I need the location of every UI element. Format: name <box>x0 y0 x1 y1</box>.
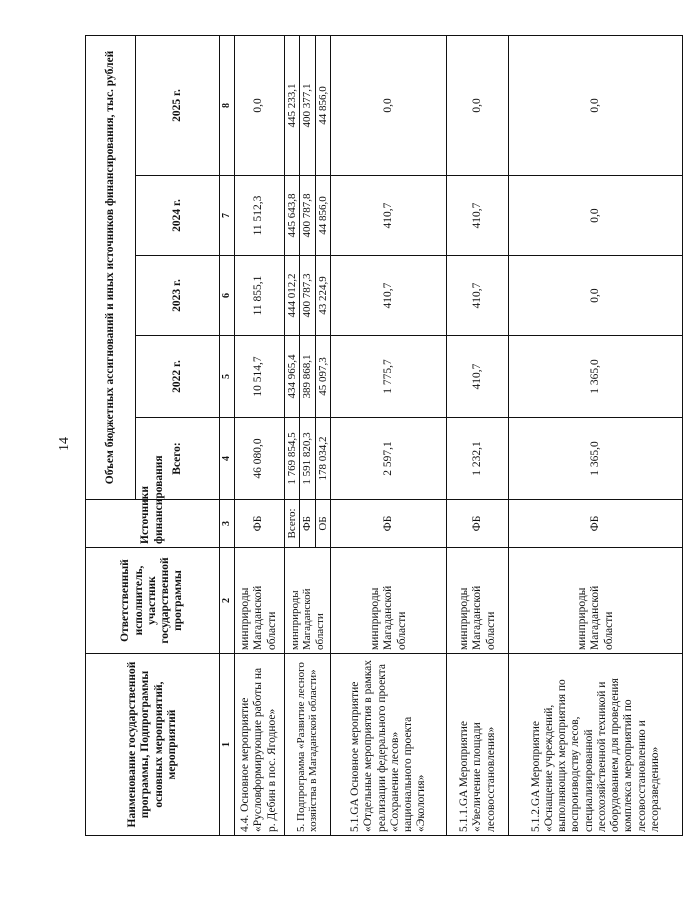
header-name: Наименование государственной программы, Подпрограммы основных мероприятий, мероприятий <box>86 654 220 836</box>
row-responsible: минприроды Магаданской области <box>331 548 447 654</box>
row-total: 1 232,1 <box>447 418 509 500</box>
index-cell: 4 <box>220 418 235 500</box>
header-total: Всего: <box>136 418 220 500</box>
row-name: 4.4. Основное мероприятие «Русловформирующие работы на р. Дебин в пос. Ягодное» <box>234 654 284 836</box>
header-source: Источники финансирования <box>86 500 220 548</box>
index-row <box>220 35 235 835</box>
row-name: 5.1.2.GA Мероприятие «Оснащение учреждений, выполняющих мероприятия по воспроизводству лесов, специализированной лесохозяйственной техникой и оборудованием для проведения комплекса мероприятий по лесовосстановлению и лесоразведению» <box>509 654 683 836</box>
row-2025: 0,0 <box>509 35 683 175</box>
row-2023: 43 224,9 <box>315 256 331 336</box>
table-row <box>331 35 447 835</box>
index-cell: 5 <box>220 336 235 418</box>
row-total: 1 591 820,3 <box>300 418 316 500</box>
row-source: Всего: <box>284 500 300 548</box>
row-total: 1 769 854,5 <box>284 418 300 500</box>
row-2024: 11 512,3 <box>234 176 284 256</box>
row-responsible: минприроды Магаданской области <box>509 548 683 654</box>
row-total: 46 080,0 <box>234 418 284 500</box>
row-2023: 0,0 <box>509 256 683 336</box>
row-source: ФБ <box>300 500 316 548</box>
row-source: ФБ <box>447 500 509 548</box>
row-2022: 410,7 <box>447 336 509 418</box>
row-name: 5. Подпрограмма «Развитие лесного хозяйства в Магаданской области» <box>284 654 331 836</box>
row-responsible: минприроды Магаданской области <box>234 548 284 654</box>
row-2025: 0,0 <box>234 35 284 175</box>
row-2023: 400 787,3 <box>300 256 316 336</box>
row-2022: 389 868,1 <box>300 336 316 418</box>
row-2025: 400 377,1 <box>300 35 316 175</box>
index-cell: 8 <box>220 35 235 175</box>
header-2023: 2023 г. <box>136 256 220 336</box>
row-2025: 44 856,0 <box>315 35 331 175</box>
index-cell: 2 <box>220 548 235 654</box>
row-2025: 0,0 <box>447 35 509 175</box>
rotated-table-frame <box>85 36 661 836</box>
table-row <box>234 35 284 835</box>
table-row <box>509 35 683 835</box>
row-2022: 45 097,3 <box>315 336 331 418</box>
row-total: 2 597,1 <box>331 418 447 500</box>
index-cell: 6 <box>220 256 235 336</box>
header-2024: 2024 г. <box>136 176 220 256</box>
row-2025: 0,0 <box>331 35 447 175</box>
row-2024: 410,7 <box>447 176 509 256</box>
row-total: 178 034,2 <box>315 418 331 500</box>
row-2024: 400 787,8 <box>300 176 316 256</box>
index-cell: 7 <box>220 176 235 256</box>
header-responsible: Ответственный исполнитель, участник государственной программы <box>86 548 220 654</box>
row-responsible: минприроды Магаданской области <box>447 548 509 654</box>
row-name: 5.1.GA Основное мероприятие «Отдельные мероприятия в рамках реализации федерального проекта «Сохранение лесов» национального проекта «Экология» <box>331 654 447 836</box>
row-2025: 445 233,1 <box>284 35 300 175</box>
header-2025: 2025 г. <box>136 35 220 175</box>
page-number: 14 <box>57 437 72 451</box>
budget-table <box>85 35 683 836</box>
row-source: ФБ <box>509 500 683 548</box>
header-2022: 2022 г. <box>136 336 220 418</box>
row-2023: 410,7 <box>447 256 509 336</box>
row-2024: 410,7 <box>331 176 447 256</box>
row-2023: 11 855,1 <box>234 256 284 336</box>
index-cell: 1 <box>220 654 235 836</box>
row-2024: 0,0 <box>509 176 683 256</box>
row-source: ФБ <box>234 500 284 548</box>
row-2024: 44 856,0 <box>315 176 331 256</box>
row-total: 1 365,0 <box>509 418 683 500</box>
row-responsible: минприроды Магаданской области <box>284 548 331 654</box>
row-source: ОБ <box>315 500 331 548</box>
row-2022: 434 965,4 <box>284 336 300 418</box>
row-2022: 10 514,7 <box>234 336 284 418</box>
row-2022: 1 365,0 <box>509 336 683 418</box>
table-row <box>284 35 300 835</box>
table-row <box>447 35 509 835</box>
index-cell: 3 <box>220 500 235 548</box>
row-2022: 1 775,7 <box>331 336 447 418</box>
header-volume: Объем бюджетных ассигнований и иных источников финансирования, тыс. рублей <box>86 35 136 499</box>
row-2024: 445 643,8 <box>284 176 300 256</box>
row-2023: 410,7 <box>331 256 447 336</box>
row-source: ФБ <box>331 500 447 548</box>
row-2023: 444 012,2 <box>284 256 300 336</box>
row-name: 5.1.1.GA Мероприятие «Увеличение площади лесовосстановления» <box>447 654 509 836</box>
